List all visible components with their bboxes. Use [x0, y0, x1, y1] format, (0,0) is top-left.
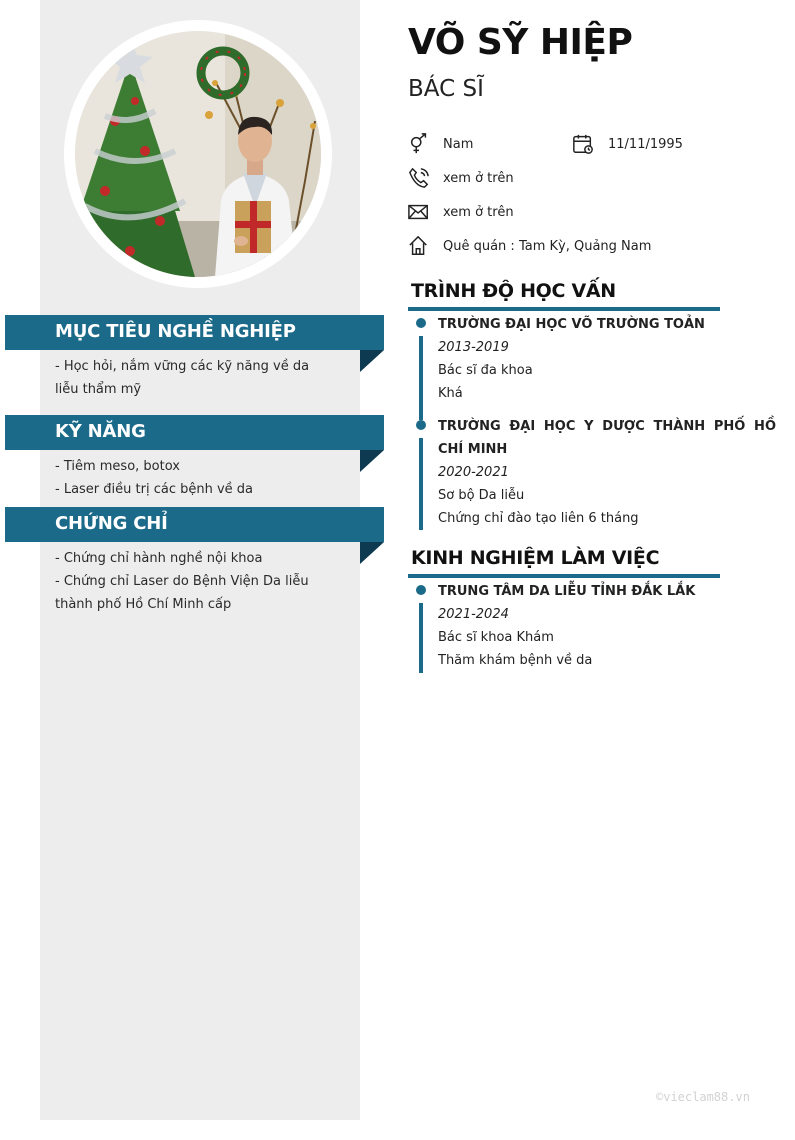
certificate-item: thành phố Hồ Chí Minh cấp — [55, 597, 232, 612]
job-detail: Thăm khám bệnh về da — [438, 653, 593, 668]
study-period: 2020-2021 — [438, 465, 509, 480]
mail-icon — [408, 201, 430, 223]
certificates-text — [55, 547, 316, 616]
certificate-item: - Chứng chỉ hành nghề nội khoa — [55, 551, 263, 566]
skills-text — [55, 455, 316, 501]
school-name: TRƯỜNG ĐẠI HỌC VÕ TRƯỜNG TOẢN — [438, 317, 705, 332]
email-value: xem ở trên — [443, 205, 514, 220]
certificate-item: - Chứng chỉ Laser do Bệnh Viện Da liễu — [55, 574, 309, 589]
education-title: TRÌNH ĐỘ HỌC VẤN — [411, 280, 616, 302]
phone-value: xem ở trên — [443, 171, 514, 186]
phone-icon — [408, 167, 430, 189]
objective-title: MỤC TIÊU NGHỀ NGHIỆP — [55, 321, 296, 342]
watermark: ©vieclam88.vn — [656, 1090, 750, 1104]
certificates-title: CHỨNG CHỈ — [55, 513, 168, 534]
gender-value: Nam — [443, 137, 474, 152]
timeline-line — [419, 438, 423, 530]
ribbon-fold — [360, 542, 384, 564]
study-period: 2013-2019 — [438, 340, 509, 355]
experience-title: KINH NGHIỆM LÀM VIỆC — [411, 547, 660, 569]
skill-item: - Laser điều trị các bệnh về da — [55, 482, 253, 497]
calendar-icon — [572, 133, 594, 155]
job-title: BÁC SĨ — [408, 76, 484, 102]
profile-photo — [75, 31, 321, 277]
education-detail: Khá — [438, 386, 463, 401]
objective-line: liễu thẩm mỹ — [55, 382, 142, 397]
ribbon-fold — [360, 350, 384, 372]
certificates-ribbon — [5, 507, 384, 542]
birthday-value: 11/11/1995 — [608, 137, 683, 152]
ribbon-fold — [360, 450, 384, 472]
education-detail: Chứng chỉ đào tạo liên 6 tháng — [438, 511, 639, 526]
section-divider — [408, 307, 720, 311]
timeline-line — [419, 336, 423, 420]
company-name: TRUNG TÂM DA LIỄU TỈNH ĐẮK LẮK — [438, 584, 696, 599]
gender-icon — [408, 133, 430, 155]
job-detail: Bác sĩ khoa Khám — [438, 630, 554, 645]
work-period: 2021-2024 — [438, 607, 509, 622]
education-detail: Bác sĩ đa khoa — [438, 363, 533, 378]
avatar — [75, 31, 321, 277]
school-name: TRƯỜNG ĐẠI HỌC Y DƯỢC THÀNH PHỐ HỒ CHÍ MINH — [438, 419, 776, 457]
home-icon — [408, 235, 430, 257]
skills-title: KỸ NĂNG — [55, 421, 146, 442]
timeline-dot — [416, 318, 426, 328]
timeline-dot — [416, 585, 426, 595]
objective-text — [55, 355, 316, 401]
skills-ribbon — [5, 415, 384, 450]
objective-ribbon — [5, 315, 384, 350]
timeline-line — [419, 603, 423, 673]
education-detail: Sơ bộ Da liễu — [438, 488, 525, 503]
address-value: Quê quán : Tam Kỳ, Quảng Nam — [443, 239, 652, 254]
skill-item: - Tiêm meso, botox — [55, 459, 180, 474]
section-divider — [408, 574, 720, 578]
objective-line: - Học hỏi, nắm vững các kỹ năng về da — [55, 359, 310, 374]
candidate-name: VÕ SỸ HIỆP — [408, 22, 633, 63]
timeline-dot — [416, 420, 426, 430]
